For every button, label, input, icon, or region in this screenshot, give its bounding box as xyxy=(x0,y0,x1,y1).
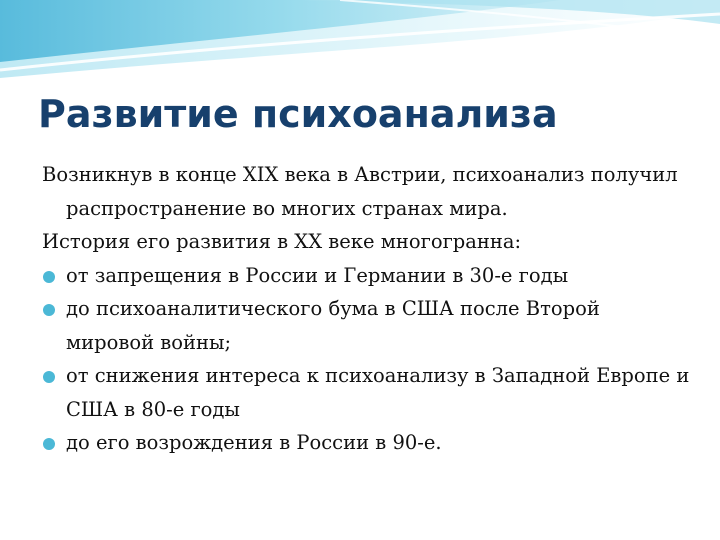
header-wave-decoration xyxy=(0,0,720,90)
bullet-item xyxy=(42,292,692,359)
bullet-dot-icon xyxy=(43,304,55,316)
slide-body xyxy=(42,158,692,460)
bullet-dot-icon xyxy=(43,438,55,450)
bullet-item xyxy=(42,426,692,460)
bullet-text: до психоаналитического бума в США после Второй мировой войны; xyxy=(66,297,600,354)
bullet-item xyxy=(42,259,692,293)
slide-title: Развитие психоанализа xyxy=(38,92,558,136)
bullet-dot-icon xyxy=(43,371,55,383)
bullet-text: от запрещения в России и Германии в 30-е годы xyxy=(66,263,569,287)
bullet-dot-icon xyxy=(43,271,55,283)
paragraph: Возникнув в конце XIX века в Австрии, психоанализ получил распространение во многих странах мира. xyxy=(42,163,678,220)
paragraph: История его развития в XX веке многогранна: xyxy=(42,230,522,253)
bullet-item xyxy=(42,359,692,426)
bullet-text: от снижения интереса к психоанализу в Западной Европе и США в 80-е годы xyxy=(66,364,690,421)
bullet-text: до его возрождения в России в 90-е. xyxy=(66,431,442,454)
